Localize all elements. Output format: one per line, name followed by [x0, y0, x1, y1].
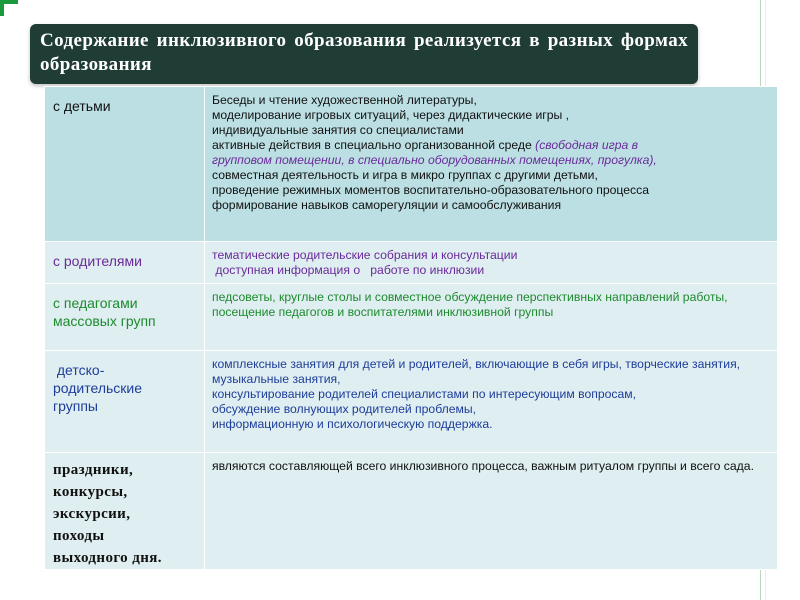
category-cell-teachers — [45, 284, 205, 351]
description-line-italic: (свободная игра в — [535, 138, 639, 152]
description-line: посещение педагогов и воспитателями инклюзивной группы — [212, 305, 554, 319]
category-cell-events — [45, 453, 205, 570]
description-cell-teachers — [205, 284, 778, 351]
description-cell-children — [205, 87, 778, 242]
corner-decoration — [0, 0, 18, 16]
category-label: с родителями — [53, 253, 142, 269]
table-row — [45, 453, 778, 570]
category-label: с педагогами — [53, 295, 138, 311]
category-cell-parents — [45, 242, 205, 284]
description-line-part: активные действия в специально организованной среде — [212, 138, 532, 152]
description-line: информационную и психологическую поддержка. — [212, 417, 493, 431]
forms-table — [44, 86, 778, 570]
table-row — [45, 284, 778, 351]
category-label: с детьми — [53, 98, 111, 114]
description-line: индивидуальные занятия со специалистами — [212, 123, 464, 137]
slide-title: Содержание инклюзивного образования реализуется в разных формах образования — [40, 30, 688, 75]
description-cell-groups — [205, 351, 778, 453]
description-line-italic: групповом помещении, в специально оборудованных помещениях, прогулка), — [212, 153, 657, 167]
category-label: экскурсии, — [53, 506, 131, 522]
description-line: доступная информация о работе по инклюзии — [212, 263, 485, 277]
slide-title-box — [30, 24, 698, 84]
table-row — [45, 87, 778, 242]
description-line: формирование навыков саморегуляции и самообслуживания — [212, 198, 562, 212]
description-line: являются составляющей всего инклюзивного процесса, важным ритуалом группы и всего сада. — [212, 459, 754, 473]
description-line: консультирование родителей специалистами по интересующим вопросам, — [212, 387, 637, 401]
category-label: праздники, — [53, 462, 134, 478]
category-cell-children — [45, 87, 205, 242]
description-cell-events — [205, 453, 778, 570]
category-label: конкурсы, — [53, 484, 128, 500]
description-line: моделирование игровых ситуаций, через дидактические игры , — [212, 108, 570, 122]
description-line: проведение режимных моментов воспитательно-образовательного процесса — [212, 183, 649, 197]
description-cell-parents — [205, 242, 778, 284]
category-label: родительские — [53, 380, 143, 396]
category-label: массовых групп — [53, 313, 156, 329]
category-label: детско- — [53, 362, 105, 378]
category-label: выходного дня. — [53, 550, 162, 566]
description-line — [212, 138, 771, 153]
category-label: походы — [53, 528, 105, 544]
description-line: обсуждение волнующих родителей проблемы, — [212, 402, 477, 416]
table-row — [45, 351, 778, 453]
category-cell-groups — [45, 351, 205, 453]
description-line: педсоветы, круглые столы и совместное обсуждение перспективных направлений работы, — [212, 290, 728, 304]
description-line: тематические родительские собрания и консультации — [212, 248, 518, 262]
description-line: комплексные занятия для детей и родителей, включающие в себя игры, творческие занятия, музыкальные занятия, — [212, 357, 741, 386]
description-line: Беседы и чтение художественной литературы, — [212, 93, 477, 107]
table-row — [45, 242, 778, 284]
description-line: совместная деятельность и игра в микро группах с другими детьми, — [212, 168, 598, 182]
category-label: группы — [53, 398, 98, 414]
